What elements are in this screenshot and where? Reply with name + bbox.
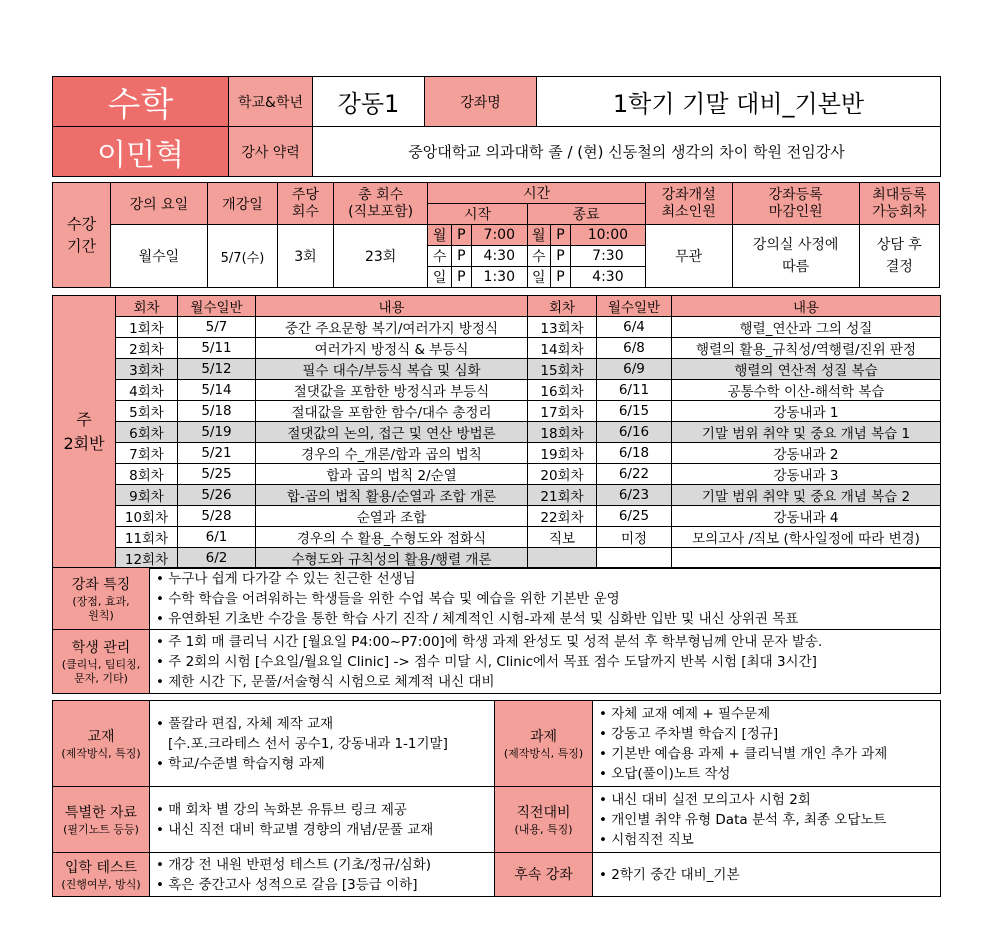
max-value: 상담 후 결정 <box>859 225 939 288</box>
time-row-2-etime: 7:30 <box>571 246 646 267</box>
time-row-1-sday: 월 <box>428 225 451 246</box>
schedule-date-right: 6/8 <box>597 338 672 359</box>
schedule-content: 순열과 조합 <box>256 506 528 527</box>
schedule-content: 필수 대수/부등식 복습 및 심화 <box>256 359 528 380</box>
schedule-round-right: 직보 <box>528 527 597 548</box>
time-row-3-sday: 일 <box>428 267 451 288</box>
entrance-list <box>150 853 495 897</box>
schedule-date-right: 6/16 <box>597 422 672 443</box>
schedule-date-right: 6/18 <box>597 443 672 464</box>
management-list <box>150 630 941 694</box>
schedule-date: 5/18 <box>178 401 256 422</box>
time-start-header: 시작 <box>428 204 527 225</box>
schedule-date: 5/12 <box>178 359 256 380</box>
schedule-date-right: 6/23 <box>597 485 672 506</box>
period-side-label-2: 기간 <box>66 237 96 255</box>
schedule-date: 5/7 <box>178 317 256 338</box>
textbook-item: [수.포.크라테스 선서 공수1, 강동내과 1-1기말] <box>168 735 448 752</box>
schedule-round-right: 15회차 <box>528 359 597 380</box>
schedule-date: 5/14 <box>178 380 256 401</box>
textbook-label: 교재 (제작방식, 특징) <box>53 701 150 787</box>
schedule-content-right: 행렬의 활용_규칙성/역행렬/진위 판정 <box>672 338 941 359</box>
schedule-date-right: 6/4 <box>597 317 672 338</box>
schedule-date: 6/1 <box>178 527 256 548</box>
schedule-content: 경우의 수 활용_수형도와 점화식 <box>256 527 528 548</box>
schedule-empty-cell <box>528 548 597 569</box>
time-row-2-sday: 수 <box>428 246 451 267</box>
course-label: 강좌명 <box>425 77 537 127</box>
time-row-1-ep: P <box>551 225 571 246</box>
management-item: • 제한 시간 下, 문풀/서술형식 시험으로 체계적 내신 대비 <box>156 673 495 690</box>
time-row-3-ep: P <box>551 267 571 288</box>
schedule-date: 5/21 <box>178 443 256 464</box>
materials-item: • 내신 직전 대비 학교별 경향의 개념/문풀 교재 <box>156 821 434 838</box>
schedule-round-right: 13회차 <box>528 317 597 338</box>
close-value: 강의실 사정에 따름 <box>732 225 859 288</box>
min-value: 무관 <box>645 225 732 288</box>
time-header: 시간 <box>428 183 645 204</box>
subject-title: 수학 <box>53 77 229 127</box>
followup-label: 후속 강좌 <box>495 853 593 897</box>
final-prep-item: • 개인별 취약 유형 Data 분석 후, 최종 오답노트 <box>599 811 887 828</box>
weekly-value: 3회 <box>278 225 334 288</box>
time-row-1-stime: 7:00 <box>471 225 527 246</box>
schedule-round-right: 17회차 <box>528 401 597 422</box>
schedule-round-right: 14회차 <box>528 338 597 359</box>
schedule-header-round: 회차 <box>116 296 178 317</box>
schedule-round: 5회차 <box>116 401 178 422</box>
schedule-empty-cell <box>672 548 941 569</box>
time-row-1-etime: 10:00 <box>571 225 646 246</box>
days-header: 강의 요일 <box>110 183 207 225</box>
time-row-1-eday: 월 <box>527 225 550 246</box>
min-header: 강좌개설 최소인원 <box>645 183 732 225</box>
materials-label: 특별한 자료 (필기노트 등등) <box>53 787 150 853</box>
teacher-name: 이민혁 <box>53 127 229 177</box>
management-label: 학생 관리 (클리닉, 팀티칭, 문자, 기타) <box>53 630 150 694</box>
final-prep-item: • 내신 대비 실전 모의고사 시험 2회 <box>599 791 811 808</box>
schedule-date: 5/11 <box>178 338 256 359</box>
schedule-date-right: 6/22 <box>597 464 672 485</box>
schedule-content: 합-곱의 법칙 활용/순열과 조합 개론 <box>256 485 528 506</box>
final-prep-item: • 시험직전 직보 <box>599 831 694 848</box>
schedule-content-right: 행렬의 연산적 성질 복습 <box>672 359 941 380</box>
schedule-round: 7회차 <box>116 443 178 464</box>
schedule-content: 경우의 수_개론/합과 곱의 법칙 <box>256 443 528 464</box>
course-value: 1학기 기말 대비_기본반 <box>537 77 941 127</box>
info-table <box>52 567 941 694</box>
textbook-list <box>150 701 495 787</box>
detail-table <box>52 700 941 897</box>
homework-list <box>593 701 941 787</box>
schedule-round-right: 20회차 <box>528 464 597 485</box>
textbook-item: • 학교/수준별 학습지형 과제 <box>156 755 325 772</box>
followup-list <box>593 853 941 897</box>
time-row-2-ep: P <box>551 246 571 267</box>
days-value: 월수일 <box>110 225 207 288</box>
start-header: 개강일 <box>207 183 277 225</box>
schedule-round: 11회차 <box>116 527 178 548</box>
homework-label: 과제 (제작방식, 특징) <box>495 701 593 787</box>
materials-item: • 매 회차 별 강의 녹화본 유튜브 링크 제공 <box>156 801 407 818</box>
weekly-header: 주당 회수 <box>278 183 334 225</box>
features-item: • 누구나 쉽게 다가갈 수 있는 친근한 선생님 <box>156 570 416 587</box>
schedule-header-date: 월수일반 <box>178 296 256 317</box>
schedule-content-right: 기말 범위 취약 및 중요 개념 복습 2 <box>672 485 941 506</box>
schedule-content-right: 행렬_연산과 그의 성질 <box>672 317 941 338</box>
time-row-3-stime: 1:30 <box>471 267 527 288</box>
total-value: 23회 <box>333 225 428 288</box>
features-list <box>150 568 941 630</box>
time-row-2-stime: 4:30 <box>471 246 527 267</box>
schedule-date: 5/19 <box>178 422 256 443</box>
close-header: 강좌등록 마감인원 <box>732 183 859 225</box>
homework-item: • 자체 교재 예제 + 필수문제 <box>599 705 771 722</box>
schedule-content: 절대값을 포함한 함수/대수 총정리 <box>256 401 528 422</box>
schedule-round-right: 22회차 <box>528 506 597 527</box>
schedule-round: 4회차 <box>116 380 178 401</box>
schedule-date-right: 6/25 <box>597 506 672 527</box>
schedule-side-label: 주 2회반 <box>53 296 116 569</box>
schedule-content: 중간 주요문항 복기/여러가지 방정식 <box>256 317 528 338</box>
schedule-content: 여러가지 방정식 & 부등식 <box>256 338 528 359</box>
features-item: • 수학 학습을 어려워하는 학생들을 위한 수업 복습 및 예습을 위한 기본반 운영 <box>156 590 620 607</box>
school-label: 학교&학년 <box>229 77 313 127</box>
schedule-round-right: 21회차 <box>528 485 597 506</box>
schedule-content-right: 강동내과 3 <box>672 464 941 485</box>
total-header: 총 회수 (직보포함) <box>333 183 428 225</box>
schedule-content-right: 공통수학 이산-해석학 복습 <box>672 380 941 401</box>
header-table <box>52 76 941 177</box>
time-row-2-sp: P <box>451 246 471 267</box>
time-row-3-sp: P <box>451 267 471 288</box>
schedule-round: 9회차 <box>116 485 178 506</box>
schedule-content-right: 기말 범위 취약 및 중요 개념 복습 1 <box>672 422 941 443</box>
time-end-header: 종료 <box>527 204 645 225</box>
time-row-3-etime: 4:30 <box>571 267 646 288</box>
followup-item: • 2학기 중간 대비_기본 <box>599 866 740 883</box>
schedule-round-right: 18회차 <box>528 422 597 443</box>
homework-item: • 기본반 예습용 과제 + 클리닉별 개인 추가 과제 <box>599 745 888 762</box>
schedule-content: 수형도와 규칙성의 활용/행렬 개론 <box>256 548 528 569</box>
schedule-round: 6회차 <box>116 422 178 443</box>
management-item: • 주 1회 매 클리닉 시간 [월요일 P4:00~P7:00]에 학생 과제 완성도 및 성적 분석 후 학부형님께 안내 문자 발송. <box>156 633 823 650</box>
school-value: 강동1 <box>313 77 425 127</box>
schedule-content: 절댓값을 포함한 방정식과 부등식 <box>256 380 528 401</box>
schedule-content: 합과 곱의 법칙 2/순열 <box>256 464 528 485</box>
schedule-round: 12회차 <box>116 548 178 569</box>
schedule-date: 6/2 <box>178 548 256 569</box>
management-item: • 주 2회의 시험 [수요일/월요일 Clinic] -> 점수 미달 시, Clinic에서 목표 점수 도달까지 반복 시험 [최대 3시간] <box>156 653 817 670</box>
features-item: • 유연화된 기초반 수강을 통한 학습 사기 진작 / 체계적인 시험-과제 분석 및 심화반 입반 및 내신 상위권 목표 <box>156 610 799 627</box>
schedule-date-right: 미정 <box>597 527 672 548</box>
homework-item: • 오답(풀이)노트 작성 <box>599 765 731 782</box>
materials-list <box>150 787 495 853</box>
final-prep-list <box>593 787 941 853</box>
entrance-label: 입학 테스트 (진행여부, 방식) <box>53 853 150 897</box>
schedule-round-right: 19회차 <box>528 443 597 464</box>
period-side-label-1: 수강 <box>66 215 96 233</box>
schedule-empty-cell <box>597 548 672 569</box>
schedule-round: 1회차 <box>116 317 178 338</box>
time-row-3-eday: 일 <box>527 267 550 288</box>
textbook-item: • 풀칼라 편집, 자체 제작 교재 <box>156 715 334 732</box>
schedule-round: 2회차 <box>116 338 178 359</box>
final-prep-label: 직전대비 (내용, 특징) <box>495 787 593 853</box>
time-row-2-eday: 수 <box>527 246 550 267</box>
features-label: 강좌 특징 (장점, 효과, 원칙) <box>53 568 150 630</box>
time-row-1-sp: P <box>451 225 471 246</box>
schedule-content-right: 강동내과 1 <box>672 401 941 422</box>
entrance-item: • 개강 전 내원 반편성 테스트 (기초/정규/심화) <box>156 856 432 873</box>
schedule-content-right: 강동내과 2 <box>672 443 941 464</box>
start-value: 5/7(수) <box>207 225 277 288</box>
career-label: 강사 약력 <box>229 127 313 177</box>
schedule-round: 3회차 <box>116 359 178 380</box>
schedule-date: 5/26 <box>178 485 256 506</box>
schedule-content-right: 모의고사 /직보 (학사일정에 따라 변경) <box>672 527 941 548</box>
schedule-date-right: 6/9 <box>597 359 672 380</box>
schedule-round: 10회차 <box>116 506 178 527</box>
period-table <box>52 182 940 288</box>
homework-item: • 강동고 주차별 학습지 [정규] <box>599 725 779 742</box>
schedule-round: 8회차 <box>116 464 178 485</box>
schedule-header-date-2: 월수일반 <box>597 296 672 317</box>
schedule-round-right: 16회차 <box>528 380 597 401</box>
schedule-header-content-2: 내용 <box>672 296 941 317</box>
schedule-date: 5/28 <box>178 506 256 527</box>
schedule-table <box>52 295 941 569</box>
period-side-label <box>53 183 111 288</box>
schedule-header-content: 내용 <box>256 296 528 317</box>
max-header: 최대등록 가능회차 <box>859 183 939 225</box>
entrance-item: • 혹은 중간고사 성적으로 갈음 [3등급 이하] <box>156 876 418 893</box>
schedule-date-right: 6/11 <box>597 380 672 401</box>
schedule-date: 5/25 <box>178 464 256 485</box>
schedule-date-right: 6/15 <box>597 401 672 422</box>
schedule-content: 절댓값의 논의, 접근 및 연산 방법론 <box>256 422 528 443</box>
schedule-content-right: 강동내과 4 <box>672 506 941 527</box>
schedule-header-round-2: 회차 <box>528 296 597 317</box>
career-value: 중앙대학교 의과대학 졸 / (현) 신동철의 생각의 차이 학원 전임강사 <box>313 127 941 177</box>
